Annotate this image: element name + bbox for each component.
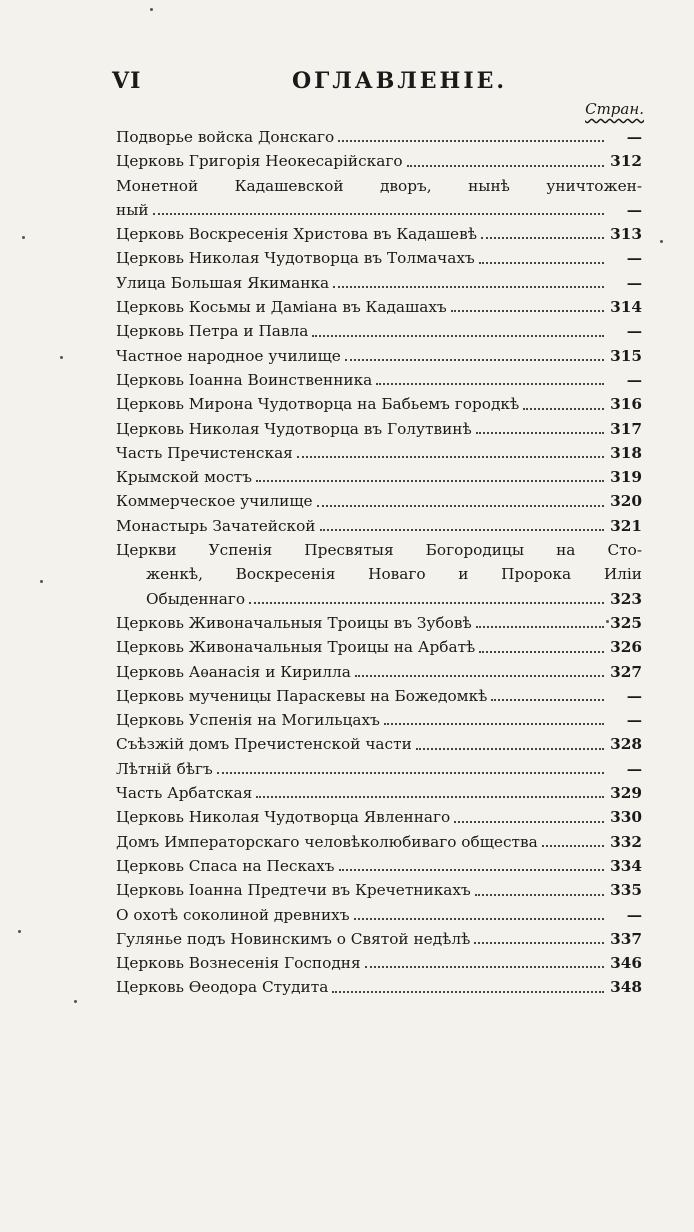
toc-entry <box>116 368 642 392</box>
toc-entry-title: Церковь Николая Чудотворца въ Голутвинѣ <box>116 419 472 438</box>
dot-leader <box>320 529 604 531</box>
toc-entry-title: Церковь Іоанна Предтечи въ Кречетникахъ <box>116 881 471 900</box>
paper-speck <box>150 8 153 11</box>
dot-leader <box>256 796 604 798</box>
toc-entry <box>116 441 642 465</box>
toc-entry <box>116 635 642 659</box>
toc-entry-title: Церковь Живоначальныя Троицы въ Зубовѣ <box>116 613 472 632</box>
dot-leader <box>479 262 604 264</box>
toc-entry <box>116 830 642 854</box>
toc-entry-title: Улица Большая Якиманка <box>116 273 330 292</box>
dot-leader <box>476 432 604 434</box>
toc-entry-page: 326 <box>610 638 642 657</box>
toc-entry <box>116 878 642 902</box>
toc-entry-title: Монастырь Зачатейской <box>116 516 316 535</box>
toc-entry <box>116 781 642 805</box>
dot-leader <box>256 480 604 482</box>
dot-leader <box>481 237 604 239</box>
toc-entry <box>116 392 642 416</box>
dot-leader <box>332 991 604 993</box>
toc-entry <box>116 344 642 368</box>
toc-entry <box>116 295 642 319</box>
toc-entry-title: Часть Пречистенская <box>116 443 293 462</box>
toc-entry-title: Коммерческое училище <box>116 492 313 511</box>
dot-leader <box>333 286 604 288</box>
toc-entry-page: 321 <box>610 516 642 535</box>
toc-entry-last-line <box>116 198 642 222</box>
toc-entry-title: Церковь Ѳеодора Студита <box>116 978 329 997</box>
toc-entry <box>116 271 642 295</box>
dot-leader <box>451 310 604 312</box>
toc-entry-title: Церковь Николая Чудотворца въ Толмачахъ <box>116 249 475 268</box>
toc-entry <box>116 757 642 781</box>
toc-entry-page: 334 <box>610 856 642 875</box>
toc-entry <box>116 514 642 538</box>
toc-entry <box>116 854 642 878</box>
toc-entry-title: Церковь Григорія Неокесарійскаго <box>116 152 403 171</box>
paper-speck <box>40 580 43 583</box>
toc-entry <box>116 222 642 246</box>
dot-leader <box>454 821 604 823</box>
toc-entry <box>116 732 642 756</box>
toc-entry-page: 332 <box>610 832 642 851</box>
toc-entry-page: 319 <box>610 468 642 487</box>
page-column-label: Стран. <box>585 100 644 118</box>
toc-entry-page: 337 <box>610 929 642 948</box>
toc-entry <box>116 708 642 732</box>
toc-entry-page: 312 <box>610 152 642 171</box>
toc-entry <box>116 149 642 173</box>
dot-leader <box>416 748 604 750</box>
dot-leader <box>249 602 604 604</box>
toc-entry <box>116 538 642 611</box>
dot-leader <box>345 359 604 361</box>
toc-entry-title: О охотѣ соколиной древнихъ <box>116 905 350 924</box>
dot-leader <box>355 675 604 677</box>
toc-entry-title-line: женкѣ, Воскресенія Новаго и Пророка Иліи <box>146 565 642 584</box>
toc-entry-page: 330 <box>610 808 642 827</box>
toc-entry-page: — <box>626 686 642 705</box>
dot-leader <box>407 165 604 167</box>
toc-entry-title: Подворье войска Донскаго <box>116 128 335 146</box>
paper-speck <box>660 240 663 243</box>
dot-leader <box>491 699 604 701</box>
toc-entry <box>116 660 642 684</box>
toc-entry-page: — <box>626 273 642 292</box>
toc-entry-title: Церковь Спаса на Пескахъ <box>116 856 335 875</box>
paper-speck <box>60 356 63 359</box>
running-title: ОГЛАВЛЕНІЕ. <box>292 68 508 94</box>
toc-entry-page: — <box>626 711 642 730</box>
dot-leader <box>338 140 604 142</box>
toc-entry-last-line <box>116 587 642 611</box>
toc-entry-page: — <box>626 905 642 924</box>
toc-entry <box>116 611 642 635</box>
toc-entry-page: 313 <box>610 225 642 244</box>
toc-entry-title: Церковь Успенія на Могильцахъ <box>116 711 380 730</box>
toc-entry-page: 317 <box>610 419 642 438</box>
dot-leader <box>475 894 604 896</box>
dot-leader <box>542 845 604 847</box>
toc-entry-title: Съѣзжій домъ Пречистенской части <box>116 735 412 754</box>
toc-entry-title: Церковь Іоанна Воинственника <box>116 370 373 389</box>
toc-entry-title: Часть Арбатская <box>116 784 253 803</box>
toc-entry-page: 325 <box>610 613 642 632</box>
toc-entry-page: — <box>626 759 642 778</box>
table-of-contents <box>116 125 642 1000</box>
toc-entry-title: Гулянье подъ Новинскимъ о Святой недѣлѣ <box>116 929 471 948</box>
toc-entry-title-line: Монетной Кадашевской дворъ, нынѣ уничтожен- <box>116 176 642 195</box>
toc-entry <box>116 805 642 829</box>
page-number: VI <box>112 68 142 94</box>
toc-entry-page: 328 <box>610 735 642 754</box>
dot-leader <box>354 918 604 920</box>
toc-entry-page: — <box>626 322 642 341</box>
toc-entry-title-continued: Обыденнаго <box>146 589 246 608</box>
toc-entry-page: 346 <box>610 954 642 973</box>
toc-entry-title: Лѣтній бѣгъ <box>116 759 213 778</box>
toc-entry-page: — <box>626 200 642 219</box>
toc-entry-page: — <box>626 249 642 268</box>
dot-leader <box>153 213 604 215</box>
dot-leader <box>376 383 604 385</box>
toc-entry-page: 314 <box>610 298 642 317</box>
toc-entry <box>116 951 642 975</box>
toc-entry-page: 320 <box>610 492 642 511</box>
toc-entry-title: Церковь Воскресенія Христова въ Кадашевѣ <box>116 225 477 244</box>
toc-entry-title: Церковь Аѳанасія и Кирилла <box>116 662 351 681</box>
dot-leader <box>476 626 604 628</box>
toc-entry-page: 315 <box>610 346 642 365</box>
dot-leader <box>365 966 604 968</box>
paper-speck <box>22 236 25 239</box>
toc-entry-title: Церковь Николая Чудотворца Явленнаго <box>116 808 451 827</box>
toc-entry <box>116 417 642 441</box>
toc-entry-title: Церковь Косьмы и Даміана въ Кадашахъ <box>116 298 447 317</box>
dot-leader <box>317 505 604 507</box>
toc-entry <box>116 927 642 951</box>
page-header <box>112 68 642 98</box>
toc-entry-page: 335 <box>610 881 642 900</box>
toc-entry-page: 348 <box>610 978 642 997</box>
toc-entry-title: Церковь Живоначальныя Троицы на Арбатѣ <box>116 638 476 657</box>
dot-leader <box>339 869 604 871</box>
toc-entry <box>116 465 642 489</box>
toc-entry <box>116 246 642 270</box>
dot-leader <box>312 335 604 337</box>
toc-entry <box>116 125 642 149</box>
toc-entry <box>116 684 642 708</box>
toc-entry-title: Церковь Петра и Павла <box>116 322 309 341</box>
toc-entry-title: Крымской мостъ <box>116 468 252 487</box>
toc-entry-page: 318 <box>610 443 642 462</box>
dot-leader <box>474 942 604 944</box>
paper-speck <box>606 620 609 623</box>
dot-leader <box>479 651 604 653</box>
toc-entry <box>116 319 642 343</box>
toc-entry <box>116 975 642 999</box>
toc-entry-title: Домъ Императорскаго человѣколюбиваго общества <box>116 832 538 851</box>
dot-leader <box>523 408 604 410</box>
dot-leader <box>217 772 604 774</box>
dot-leader <box>297 456 604 458</box>
toc-entry-page: — <box>626 128 642 146</box>
toc-entry <box>116 489 642 513</box>
toc-entry-title: Церковь Мирона Чудотворца на Бабьемъ городкѣ <box>116 395 520 414</box>
paper-speck <box>18 930 21 933</box>
toc-entry-page: 329 <box>610 784 642 803</box>
toc-entry-page: 316 <box>610 395 642 414</box>
toc-entry <box>116 174 642 223</box>
toc-entry-title: Церковь мученицы Параскевы на Божедомкѣ <box>116 686 488 705</box>
toc-entry-title-line: Церкви Успенія Пресвятыя Богородицы на Сто- <box>116 541 642 560</box>
paper-speck <box>74 1000 77 1003</box>
toc-entry-title: Церковь Вознесенія Господня <box>116 954 361 973</box>
toc-entry <box>116 903 642 927</box>
toc-entry-title-continued: ный <box>116 200 149 219</box>
toc-entry-page: — <box>626 370 642 389</box>
toc-entry-page: 323 <box>610 589 642 608</box>
toc-entry-title: Частное народное училище <box>116 346 341 365</box>
dot-leader <box>384 723 604 725</box>
toc-entry-page: 327 <box>610 662 642 681</box>
